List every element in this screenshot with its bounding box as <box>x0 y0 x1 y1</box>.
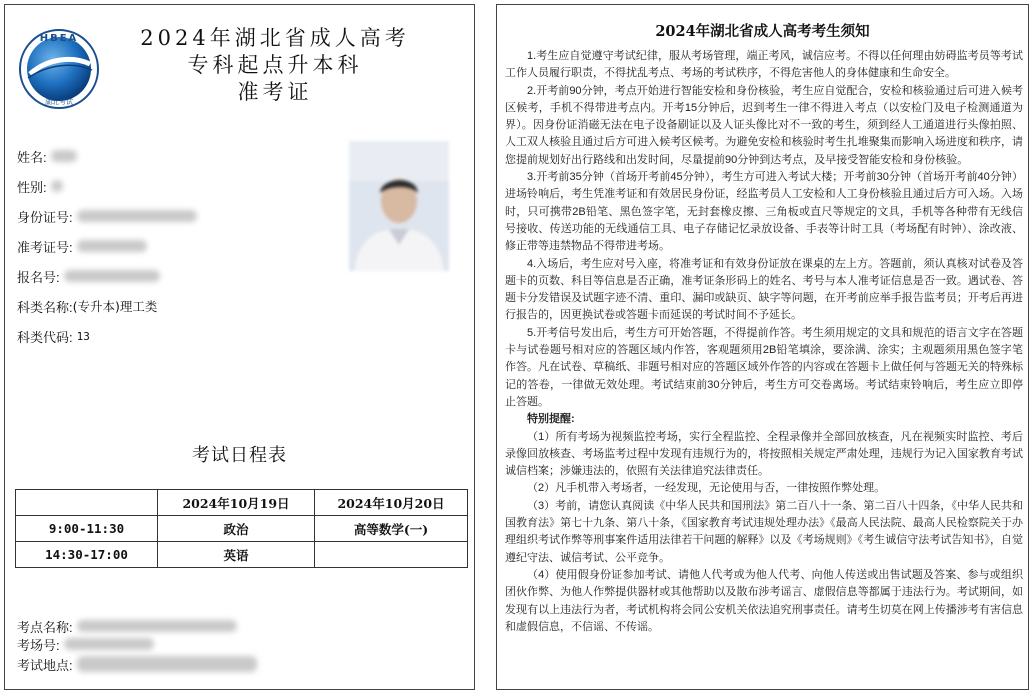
ticket-redacted <box>77 240 147 252</box>
logo-text: HBEA <box>39 33 79 44</box>
notice-title: 2024年湖北省成人高考考生须知 <box>655 23 870 40</box>
site-label: 考点名称: <box>17 619 73 635</box>
name-label: 姓名: <box>17 149 47 165</box>
name-redacted <box>51 150 77 162</box>
code-label: 科类代码: <box>17 329 73 345</box>
reg-row <box>17 265 160 287</box>
logo-subtext: 湖北考试 <box>45 98 73 106</box>
room-label: 考场号: <box>17 637 60 653</box>
special-paragraph: （3）考前，请您认真阅读《中华人民共和国刑法》第二百八十一条、第二百八十四条，《中华人民共和国教育法》第七十九条、第八十条，《国家教育考试违规处理办法》《最高人民法院、最高人民检察院关于办理组织考试作弊等刑事案件适用法律若干问题的解释》以及《考场规则》《考生诚信守法考试告知书》，自觉遵纪守法、诚信考试、公平竞争。 <box>505 499 1023 564</box>
schedule-time: 14:30-17:00 <box>16 542 158 568</box>
address-label: 考试地点: <box>17 657 73 673</box>
schedule-subject: 英语 <box>158 542 315 568</box>
special-reminder-title: 特别提醒: <box>527 413 575 426</box>
gender-row <box>17 175 63 197</box>
candidate-photo <box>349 141 449 271</box>
title-line-3: 准考证 <box>237 80 313 104</box>
id-label: 身份证号: <box>17 209 73 225</box>
schedule-corner-cell <box>16 490 158 516</box>
notice-panel <box>496 4 1029 690</box>
category-row <box>17 295 157 317</box>
ticket-row <box>17 235 147 257</box>
schedule-subject: 政治 <box>158 516 315 542</box>
category-label: 科类名称: <box>17 299 73 315</box>
schedule-row <box>16 516 468 542</box>
hbea-logo <box>18 28 100 110</box>
title-line-2: 专科起点升本科 <box>187 53 363 77</box>
schedule-date-2: 2024年10月20日 <box>315 490 468 516</box>
category-value: (专升本)理工类 <box>72 299 158 314</box>
gender-label: 性别: <box>17 179 47 195</box>
title-line-1: 2024年湖北省成人高考 <box>140 26 410 50</box>
room-redacted <box>64 638 154 650</box>
notice-body <box>505 48 1023 636</box>
address-row <box>17 653 257 675</box>
schedule-title: 考试日程表 <box>192 445 287 466</box>
id-redacted <box>77 210 197 222</box>
ticket-label: 准考证号: <box>17 239 73 255</box>
special-paragraph: （1）所有考场为视频监控考场，实行全程监控、全程录像并全部回放核查，凡在视频实时监控、考后录像回放核查、考场监考过程中发现有违规行为的，将按照相关规定严肃处理，违规行为记入国家教育考试诚信档案；涉嫌违法的，依照有关法律追究法律责任。 <box>505 430 1023 478</box>
name-row <box>17 145 77 167</box>
notice-paragraph: 2.开考前90分钟，考点开始进行智能安检和身份核验，考生应自觉配合，安检和核验通过后可进入候考区候考，手机不得带进考点内。开考15分钟后，迟到考生一律不得进入考点（以安检门及电子检测通道为界）。因身份证消磁无法在电子设备刷证以及人证头像比对不一致的考生，须到经人工通道进行头像拍照、人工双人核验且通过后方可进入候考区候考。为避免安检和核验时考生扎堆聚集而影响入场进度和秩序，请您提前规划好出行路线和出发时间，尽量提前90分钟到达考点，及早接受智能安检和身份核验。 <box>505 84 1023 166</box>
gender-redacted <box>51 180 63 192</box>
schedule-subject: 高等数学(一) <box>315 516 468 542</box>
site-redacted <box>77 620 237 632</box>
reg-redacted <box>64 270 160 282</box>
admission-card <box>4 4 475 690</box>
code-value: 13 <box>76 329 90 343</box>
reg-label: 报名号: <box>17 269 60 285</box>
notice-paragraph: 4.入场后，考生应对号入座，将准考证和有效身份证放在课桌的左上方。答题前，须认真核对试卷及答题卡的页数、科目等信息是否正确，准考证条形码上的姓名、考号与本人准考证信息是否一致。遇试卷、答题卡分发错误及试题字迹不清、重印、漏印或缺页、缺字等问题，在开考前应举手报告监考员；开考后再进行报告的，因更换试卷或答题卡而延误的考试时间不予延长。 <box>505 257 1023 322</box>
special-paragraph: （2）凡手机带入考场者，一经发现，无论使用与否，一律按照作弊处理。 <box>527 482 886 495</box>
schedule-table <box>15 489 468 568</box>
card-title <box>105 25 445 106</box>
room-row <box>17 633 154 655</box>
id-row <box>17 205 197 227</box>
special-paragraph: （4）使用假身份证参加考试、请他人代考或为他人代考、向他人传送或出售试题及答案、参与或组织团伙作弊、为他人作弊提供器材或其他帮助以及散布涉考谣言、虚假信息等都属于违法行为。考试期间，如发现有以上违法行为者，考试机构将会同公安机关依法追究刑事责任。请考生切莫在网上传播涉考有害信息和虚假信息，不信谣、不传谣。 <box>505 568 1023 633</box>
address-redacted <box>77 656 257 672</box>
schedule-date-1: 2024年10月19日 <box>158 490 315 516</box>
schedule-header-row <box>16 490 468 516</box>
schedule-time: 9:00-11:30 <box>16 516 158 542</box>
notice-paragraph: 3.开考前35分钟（首场开考前45分钟），考生方可进入考试大楼；开考前30分钟（首场开考前40分钟）进场铃响后，考生凭准考证和有效居民身份证，经监考员人工安检和人工身份核验且通过后方可入场。入场时，只可携带2B铅笔、黑色签字笔，无封套橡皮擦、三角板或直尺等规定的文具，手机等各种带有无线信号接收、传送功能的无线通信工具、电子存储记忆录放设备、手表等计时工具（考场配有时钟）、涂改液、修正带等违禁物品不得带进考场。 <box>505 171 1023 253</box>
schedule-row <box>16 542 468 568</box>
notice-paragraph: 5.开考信号发出后，考生方可开始答题，不得提前作答。考生须用规定的文具和规范的语言文字在答题卡与试卷题号相对应的答题区域内作答，客观题须用2B铅笔填涂，要涂满、涂实；主观题须用黑色签字笔作答。凡在试卷、草稿纸、非题号相对应的答题区域外作答的内容或在答题卡上做任何与答题无关的特殊标记的答卷，一律做无效处理。考试结束前30分钟后，考生方可交卷离场。考试结束铃响后，考生应立即停止答题。 <box>505 326 1023 408</box>
code-row <box>17 325 90 347</box>
schedule-subject <box>315 542 468 568</box>
notice-paragraph: 1.考生应自觉遵守考试纪律，服从考场管理，端正考风，诚信应考。不得以任何理由妨碍监考员等考试工作人员履行职责，不得扰乱考点、考场的考试秩序，不得危害他人的身体健康和生命安全。 <box>505 50 1023 80</box>
